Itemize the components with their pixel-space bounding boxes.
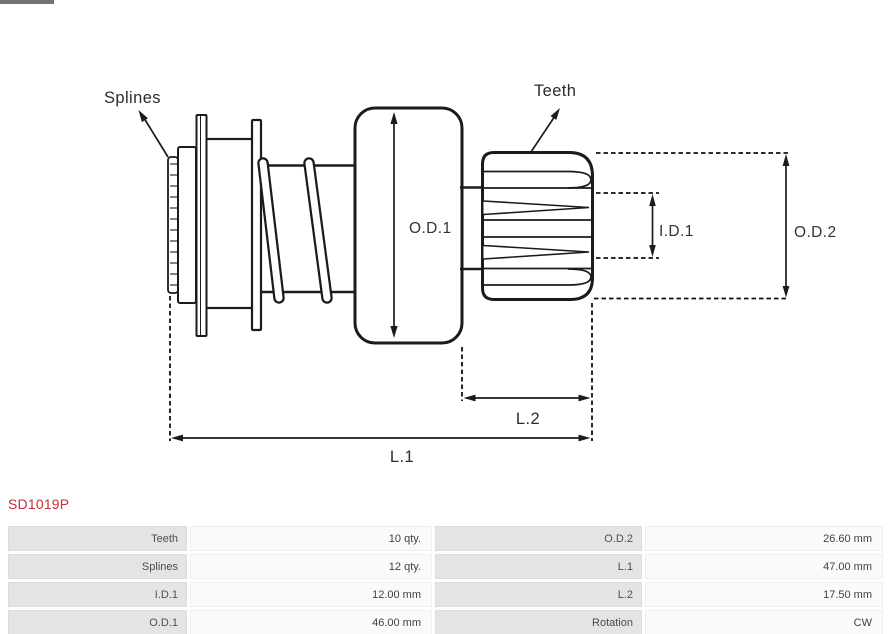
- spec-label: L.2: [435, 582, 642, 607]
- spec-value: 47.00 mm: [645, 554, 883, 579]
- spec-label: Splines: [8, 554, 187, 579]
- spec-label: Rotation: [435, 610, 642, 634]
- spec-tables: [8, 526, 883, 634]
- hub-cylinder: [206, 139, 253, 308]
- spec-label: O.D.2: [435, 526, 642, 551]
- spec-value: 12.00 mm: [190, 582, 432, 607]
- pinion-neck: [460, 188, 484, 270]
- table-row: [8, 554, 432, 579]
- spec-value: 26.60 mm: [645, 526, 883, 551]
- dimension-l2: [464, 395, 591, 428]
- spec-table-left: [8, 526, 432, 634]
- teeth-label: Teeth: [534, 82, 577, 100]
- return-spring: [263, 163, 327, 298]
- spec-value: CW: [645, 610, 883, 634]
- retainer-flange: [197, 115, 207, 336]
- table-row: [8, 526, 432, 551]
- splines-label: Splines: [104, 89, 161, 107]
- spec-value: 46.00 mm: [190, 610, 432, 634]
- table-row: [8, 582, 432, 607]
- dimension-od2: [783, 154, 837, 298]
- stop-collar: [178, 147, 196, 303]
- spec-label: L.1: [435, 554, 642, 579]
- table-row: [435, 610, 883, 634]
- spec-label: O.D.1: [8, 610, 187, 634]
- spec-label: Teeth: [8, 526, 187, 551]
- table-row: [435, 526, 883, 551]
- spline-end: [168, 157, 178, 293]
- spec-value: 12 qty.: [190, 554, 432, 579]
- second-flange: [252, 120, 261, 330]
- od2-label: O.D.2: [794, 224, 837, 241]
- dimension-id1: [649, 194, 694, 257]
- l2-label: L.2: [515, 410, 541, 428]
- leader-teeth: [531, 82, 576, 152]
- part-code: SD1019P: [8, 496, 70, 512]
- spec-label: I.D.1: [8, 582, 187, 607]
- spec-table-right: [435, 526, 883, 634]
- table-row: [8, 610, 432, 634]
- table-row: [435, 554, 883, 579]
- leader-splines: [104, 89, 168, 157]
- id1-label: I.D.1: [659, 223, 694, 240]
- od1-label: O.D.1: [409, 220, 452, 237]
- dimension-l1: [171, 435, 591, 466]
- spec-value: 17.50 mm: [645, 582, 883, 607]
- l1-label: L.1: [389, 448, 415, 466]
- table-row: [435, 582, 883, 607]
- spec-value: 10 qty.: [190, 526, 432, 551]
- pinion-gear: [483, 153, 593, 300]
